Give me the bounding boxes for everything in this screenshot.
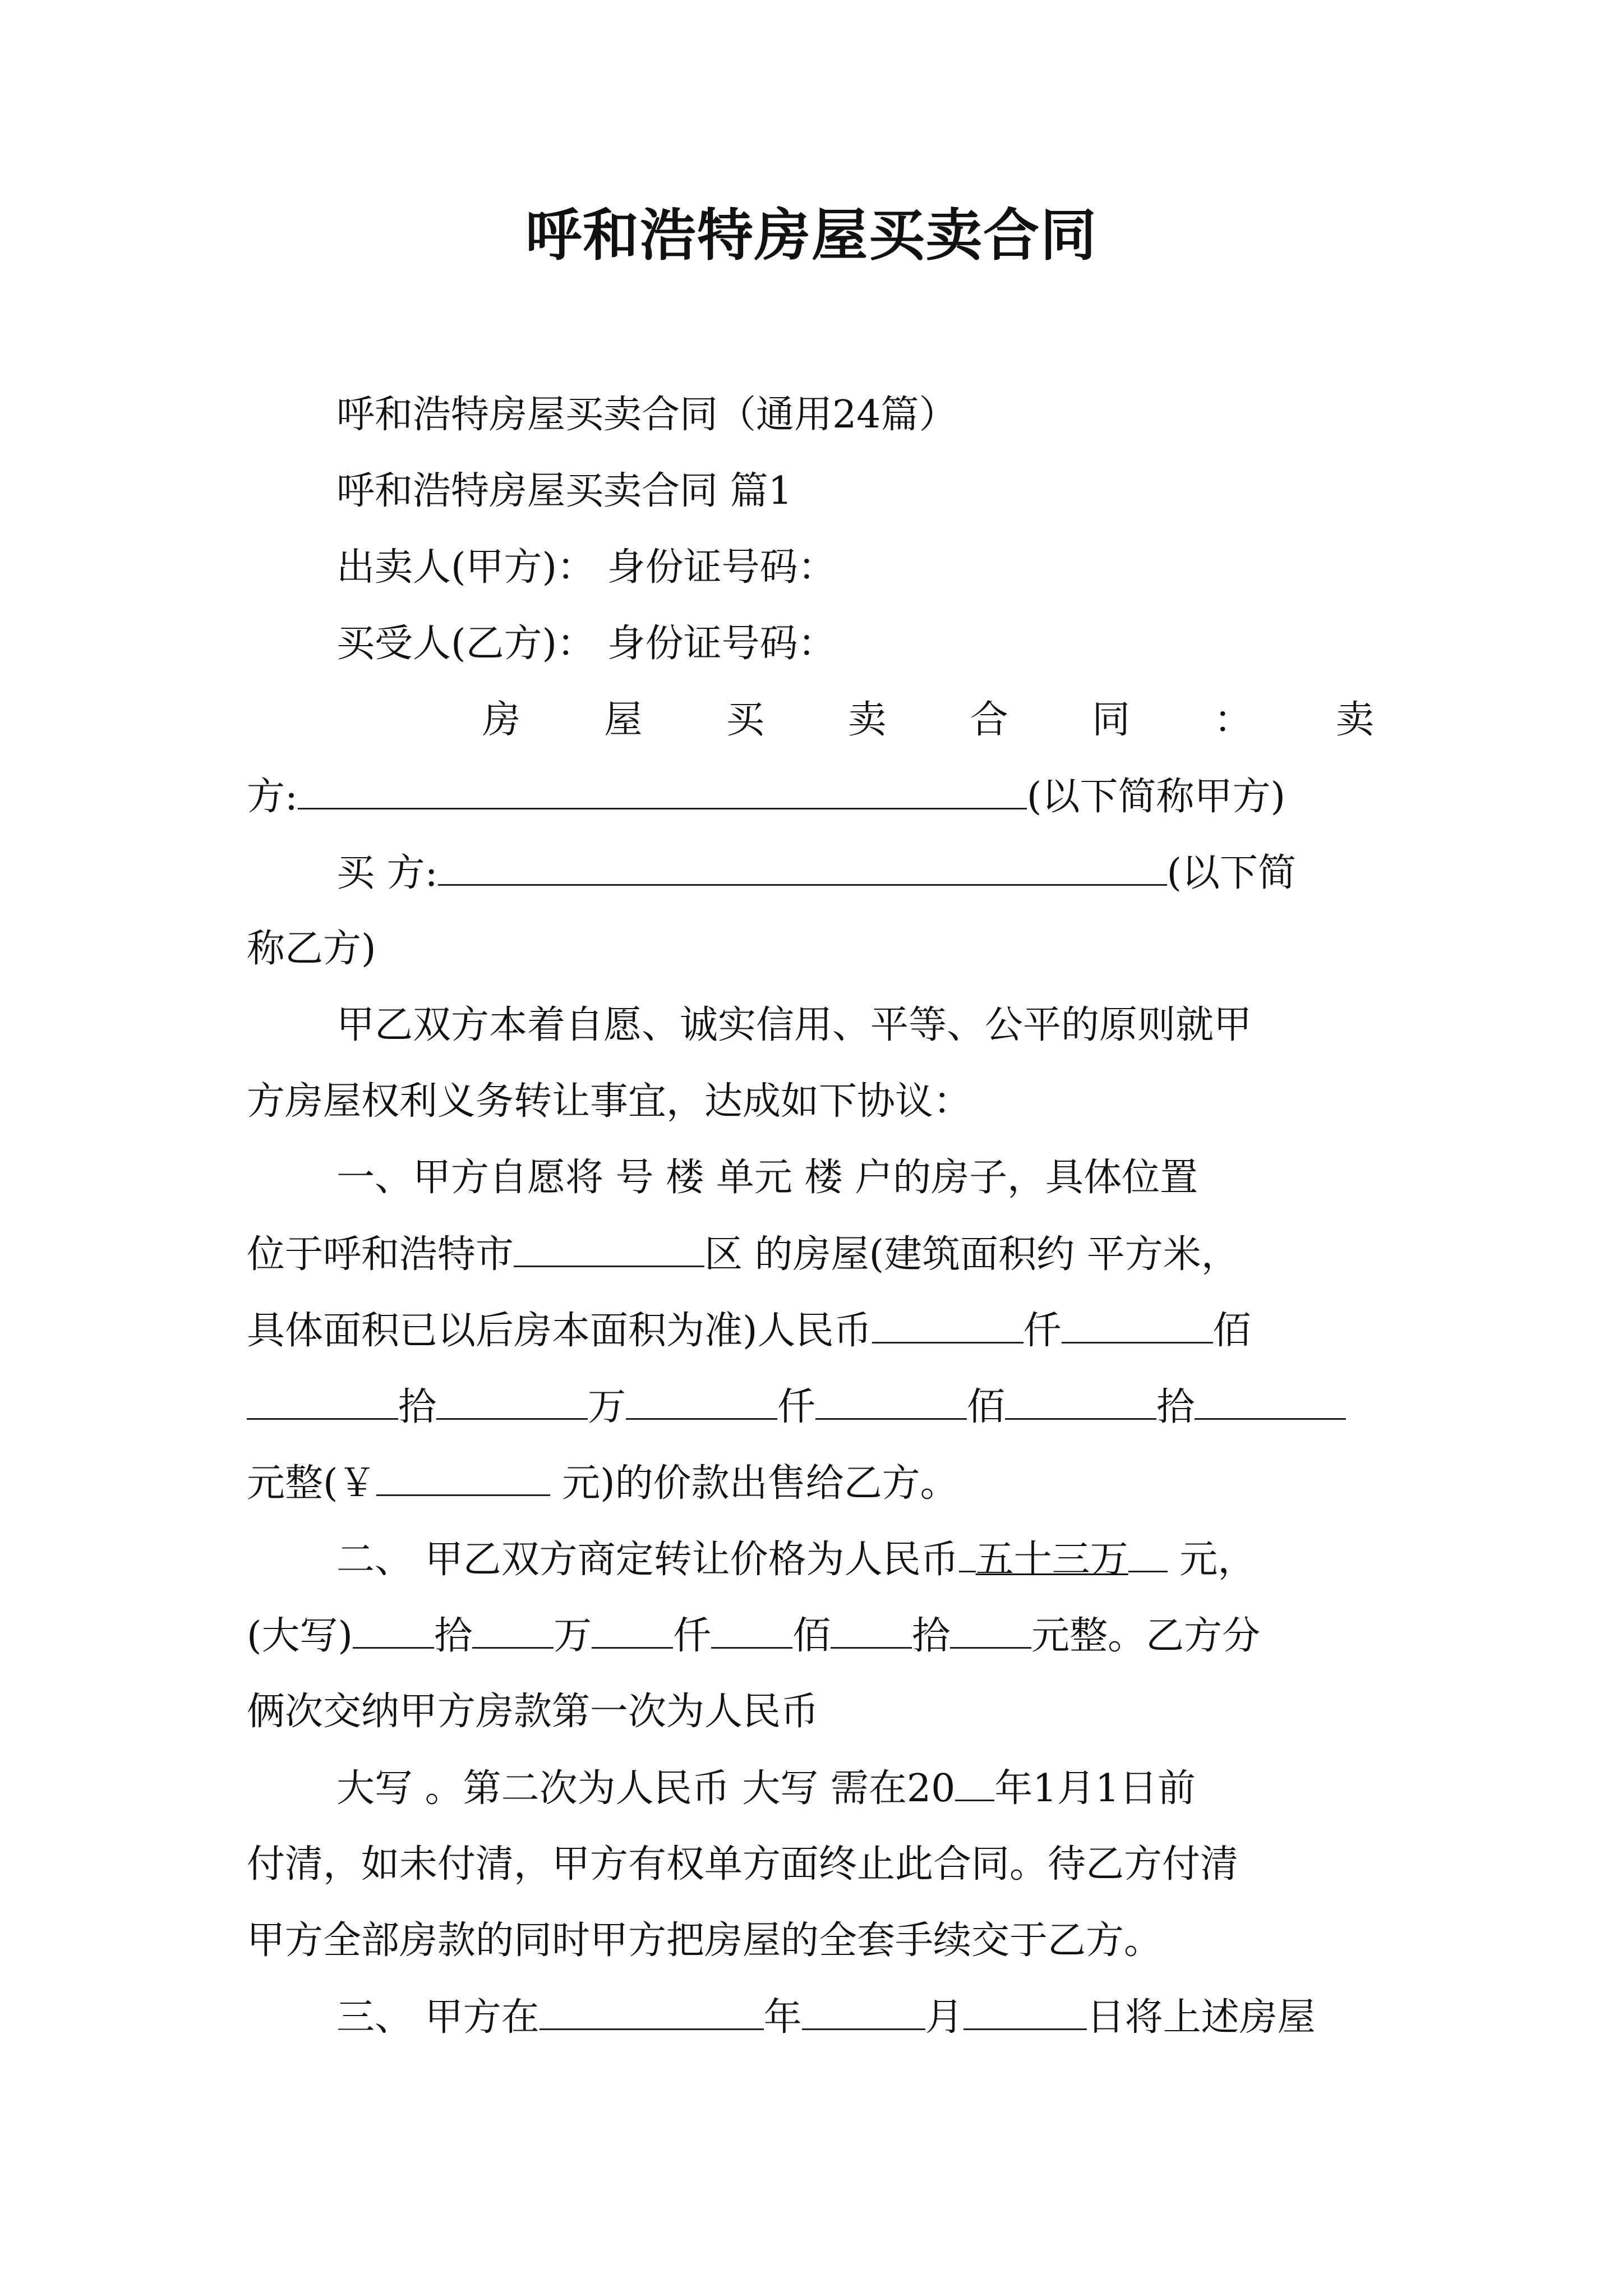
article-2-line-5: 付清，如未付清，甲方有权单方面终止此合同。待乙方付清 [247, 1842, 1239, 1887]
subtitle: 呼和浩特房屋买卖合同（通用24篇） [336, 393, 957, 437]
heading-char: 同 [1092, 698, 1131, 742]
heading-char: 卖 [1335, 698, 1374, 742]
article-1-line-5: 元整(￥ 元)的价款出售给乙方。 [247, 1455, 1374, 1512]
district-blank [514, 1226, 704, 1267]
buyer-id-line: 买受人(乙方)： 身份证号码： [336, 622, 836, 666]
seller-id-line: 出卖人(甲方)： 身份证号码： [336, 545, 836, 590]
heading-char: 买 [726, 698, 764, 742]
contract-heading-line [482, 692, 1374, 748]
heading-char: 屋 [604, 698, 643, 742]
article-3-line-1: 三、 甲方在 年 月 日将上述房屋 [336, 1989, 1374, 2046]
amount-blank [376, 1455, 550, 1496]
article-1-line-2: 位于呼和浩特市 区 的房屋(建筑面积约 平方米， [247, 1226, 1374, 1283]
intro-paragraph-cont: 方房屋权利义务转让事宜，达成如下协议： [247, 1079, 972, 1124]
heading-char: ： [1214, 698, 1252, 742]
seller-line: 方: (以下简称甲方) [247, 769, 1374, 825]
buyer-line: 买 方: (以下简 [336, 845, 1374, 901]
article-2-line-2: (大写) 拾 万 仟 佰 拾 元整。乙方分 [247, 1608, 1374, 1664]
article-1-line-3: 具体面积已以后房本面积为准)人民币 仟 佰 [247, 1303, 1374, 1359]
article-2-line-1: 二、 甲乙双方商定转让价格为人民币 五十三万 元， [336, 1531, 1374, 1588]
seller-blank [298, 769, 1027, 809]
article-2-line-3: 俩次交纳甲方房款第一次为人民币 [247, 1690, 819, 1734]
intro-paragraph: 甲乙双方本着自愿、诚实信用、平等、公平的原则就甲 [336, 1003, 1252, 1047]
buyer-line-cont: 称乙方) [247, 927, 376, 971]
article-2-line-4: 大写 。第二次为人民币 大写 需在20 年1月1日前 [336, 1760, 1374, 1817]
article-1-line-4: 拾 万 仟 佰 拾 [247, 1379, 1374, 1435]
document-title: 呼和浩特房屋买卖合同 [525, 203, 1098, 268]
article-1-line-1: 一、甲方自愿将 号 楼 单元 楼 户的房子，具体位置 [336, 1156, 1198, 1200]
chapter-heading: 呼和浩特房屋买卖合同 篇1 [336, 469, 792, 513]
article-2-line-6: 甲方全部房款的同时甲方把房屋的全套手续交于乙方。 [247, 1918, 1163, 1963]
heading-char: 卖 [848, 698, 887, 742]
heading-char: 合 [970, 698, 1008, 742]
heading-char: 房 [482, 698, 521, 742]
buyer-blank [438, 845, 1167, 886]
